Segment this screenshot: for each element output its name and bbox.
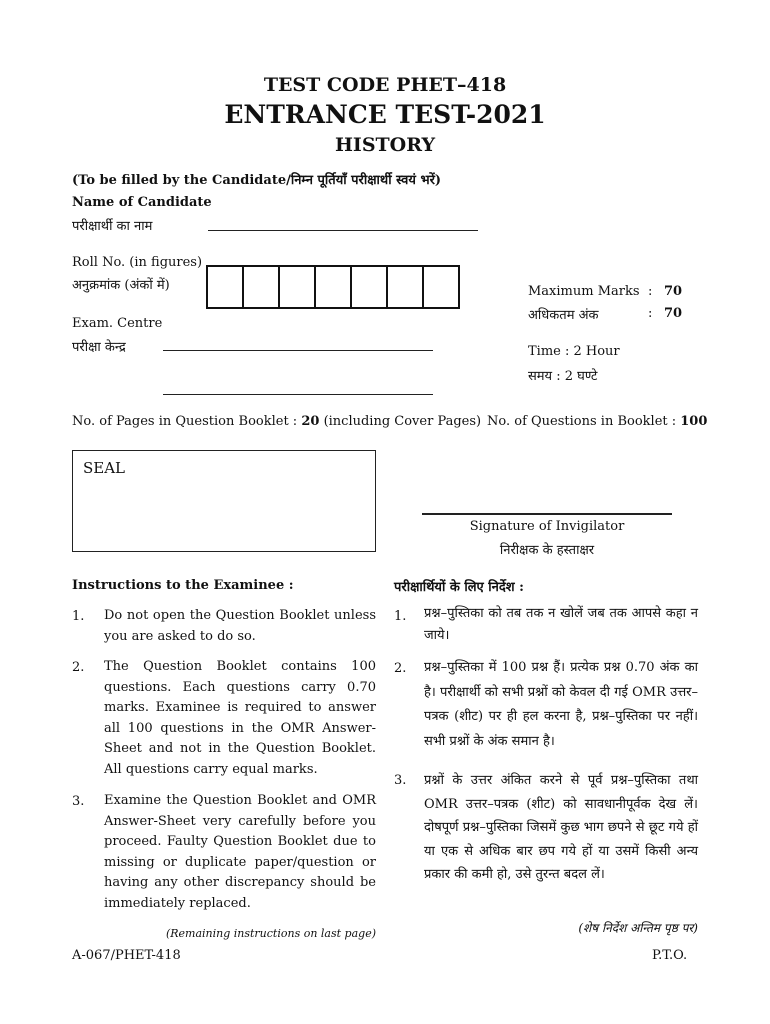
centre-line-1[interactable] xyxy=(163,350,433,351)
max-marks-value-hi: 70 xyxy=(664,306,683,321)
questions-text: No. of Questions in Booklet : xyxy=(487,414,677,429)
remaining-note-en: (Remaining instructions on last page) xyxy=(165,927,376,940)
footer-code: A-067/PHET-418 xyxy=(72,948,181,963)
instructions-heading-en: Instructions to the Examinee : xyxy=(72,578,294,593)
centre-label-hi: परीक्षा केन्द्र xyxy=(72,340,126,355)
instruction-number: 3. xyxy=(72,794,85,809)
roll-box[interactable] xyxy=(242,265,280,309)
instruction-number: 1. xyxy=(72,609,85,624)
seal-label: SEAL xyxy=(83,459,126,477)
centre-label-en: Exam. Centre xyxy=(72,316,163,331)
footer-pto: P.T.O. xyxy=(652,948,688,963)
roll-label-hi: अनुक्रमांक (अंकों में) xyxy=(72,278,170,293)
questions-value: 100 xyxy=(680,414,708,429)
roll-box[interactable] xyxy=(422,265,460,309)
pages-value: 20 xyxy=(301,414,320,429)
max-marks-label-hi: अधिकतम अंक xyxy=(528,308,599,323)
fill-note: (To be filled by the Candidate/निम्न पूर्तियाँ परीक्षार्थी स्वयं भरें) xyxy=(72,173,442,188)
test-code: TEST CODE PHET–418 xyxy=(263,74,507,96)
signature-line[interactable] xyxy=(422,513,672,515)
questions-info xyxy=(487,414,707,429)
roll-box[interactable] xyxy=(206,265,244,309)
instruction-en-2: The Question Booklet contains 100 questions. Each questions carry 0.70 marks. Examinee is required to answer all 100 questions in the OMR Answer-Sheet and not in the Question Booklet. All questions carry equal marks. xyxy=(104,659,376,777)
subject-title: HISTORY xyxy=(334,134,436,156)
name-label-hi: परीक्षार्थी का नाम xyxy=(72,219,153,234)
seal-box xyxy=(72,450,376,552)
roll-box[interactable] xyxy=(278,265,316,309)
roll-box[interactable] xyxy=(386,265,424,309)
max-marks-sep-hi: : xyxy=(648,306,653,321)
roll-box[interactable] xyxy=(350,265,388,309)
time-en: Time : 2 Hour xyxy=(528,344,620,359)
name-label-en: Name of Candidate xyxy=(72,195,212,210)
max-marks-sep: : xyxy=(648,284,653,299)
pages-info xyxy=(72,414,481,429)
centre-line-2[interactable] xyxy=(163,394,433,395)
instruction-number: 1. xyxy=(394,609,407,624)
max-marks-label-en: Maximum Marks xyxy=(528,284,640,299)
instruction-en-1: Do not open the Question Booklet unless you are asked to do so. xyxy=(104,608,376,644)
name-line[interactable] xyxy=(208,230,478,231)
time-hi: समय : 2 घण्टे xyxy=(528,369,598,384)
pages-text: No. of Pages in Question Booklet : xyxy=(72,414,298,429)
instruction-number: 2. xyxy=(72,660,85,675)
remaining-note-hi: (शेष निर्देश अन्तिम पृष्ठ पर) xyxy=(578,921,698,935)
instructions-heading-hi: परीक्षार्थियों के लिए निर्देश : xyxy=(394,580,524,595)
instruction-hi-1: प्रश्न–पुस्तिका को तब तक न खोलें जब तक आपसे कहा न जाये। xyxy=(424,606,698,643)
instruction-hi-2: प्रश्न–पुस्तिका में 100 प्रश्न हैं। प्रत्येक प्रश्न 0.70 अंक का है। परीक्षार्थी को सभी प्रश्नों को केवल दी गई OMR उत्तर–पत्रक (शीट) पर ही हल करना है, प्रश्न–पुस्तिका पर नहीं। सभी प्रश्नों के अंक समान है। xyxy=(424,660,698,749)
instruction-hi-3: प्रश्नों के उत्तर अंकित करने से पूर्व प्रश्न–पुस्तिका तथा OMR उत्तर–पत्रक (शीट) को सावधानीपूर्वक देख लें। दोषपूर्ण प्रश्न–पुस्तिका जिसमें कुछ भाग छपने से छूट गये हों या एक से अधिक बार छप गये हों या उसमें किसी अन्य प्रकार की कमी हो, उसे तुरन्त बदल लें। xyxy=(424,773,698,882)
instruction-number: 3. xyxy=(394,773,407,788)
page-title: ENTRANCE TEST-2021 xyxy=(224,100,546,129)
roll-number-boxes[interactable] xyxy=(208,265,460,309)
roll-box[interactable] xyxy=(314,265,352,309)
roll-label-en: Roll No. (in figures) xyxy=(72,255,203,270)
signature-label-hi: निरीक्षक के हस्ताक्षर xyxy=(499,543,595,558)
signature-label-en: Signature of Invigilator xyxy=(469,519,625,534)
instruction-number: 2. xyxy=(394,661,407,676)
instruction-en-3: Examine the Question Booklet and OMR Answer-Sheet very carefully before you proceed. Faulty Question Booklet due to missing or duplicate paper/question or having any other discrepancy should be immediately replaced. xyxy=(104,793,376,911)
pages-suffix: (including Cover Pages) xyxy=(323,414,482,429)
max-marks-value: 70 xyxy=(664,284,683,299)
